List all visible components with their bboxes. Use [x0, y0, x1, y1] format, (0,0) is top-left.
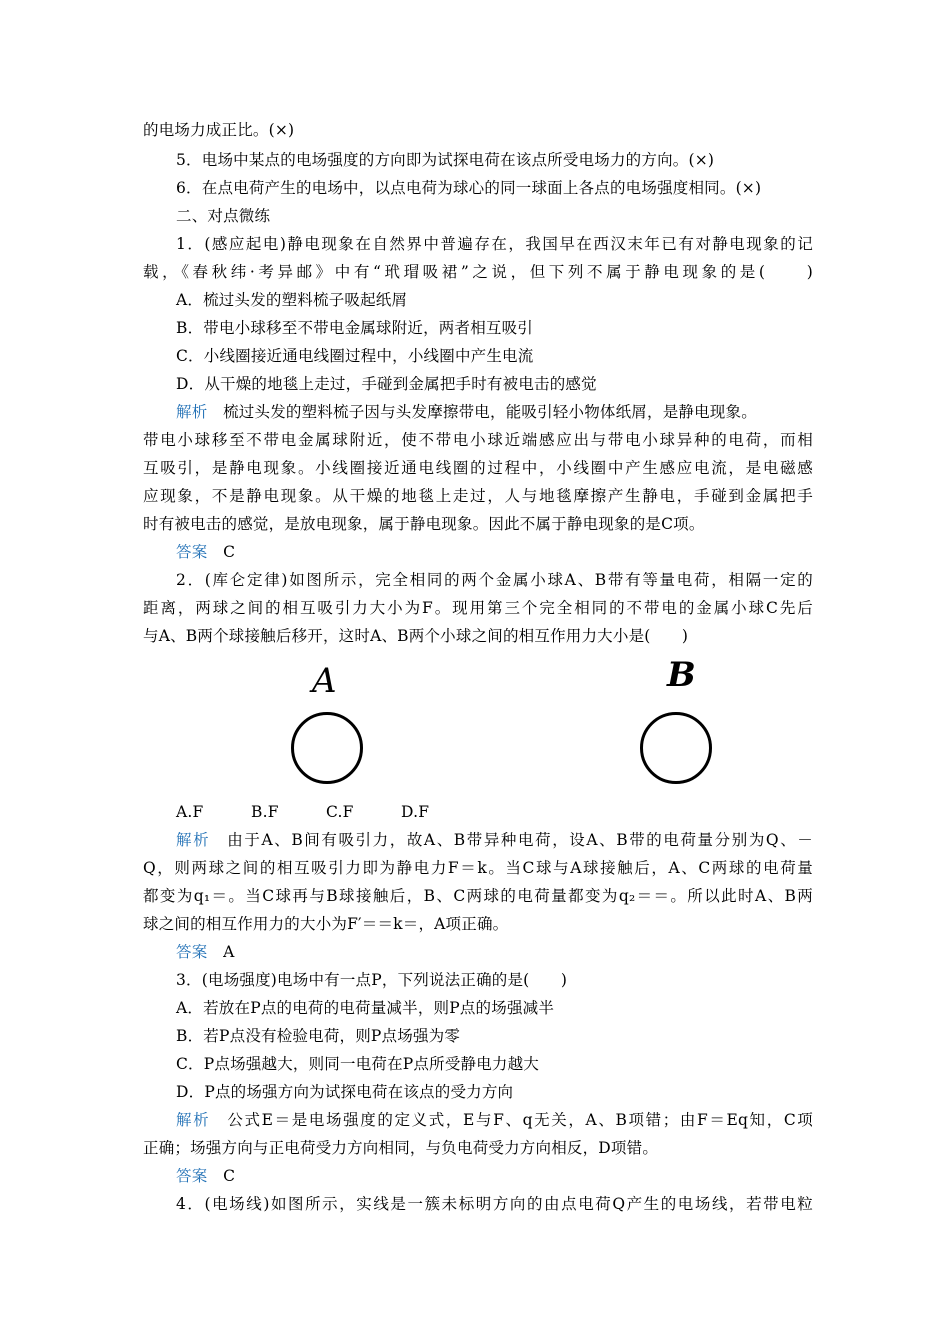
- analysis-tag: 解析: [176, 831, 211, 849]
- sphere-b: [640, 712, 712, 784]
- answer-tag: 答案: [176, 943, 208, 961]
- analysis-tag: 解析: [176, 403, 208, 421]
- analysis-line: 应现象，不是静电现象。从干燥的地毯上走过，人与地毯摩擦产生静电，手碰到金属把手: [143, 487, 813, 505]
- option-c: C．小线圈接近通电线圈过程中，小线圈中产生电流: [176, 347, 534, 365]
- text-line: 5．电场中某点的电场强度的方向即为试探电荷在该点所受电场力的方向。(×): [176, 151, 715, 169]
- analysis-line: 球之间的相互作用力的大小为F′＝＝k＝，A项正确。: [143, 915, 509, 933]
- question-stem: 与A、B两个球接触后移开，这时A、B两个小球之间的相互作用力大小是( ): [143, 627, 689, 645]
- answer-value: C: [207, 543, 236, 561]
- answer-value: A: [207, 943, 235, 961]
- options-row: [176, 802, 813, 822]
- analysis-line: [176, 402, 813, 422]
- question-stem: 2．(库仑定律)如图所示，完全相同的两个金属小球A、B带有等量电荷，相隔一定的: [176, 571, 813, 589]
- option-d: D．P点的场强方向为试探电荷在该点的受力方向: [176, 1083, 514, 1101]
- option-b: B.F: [251, 803, 279, 821]
- analysis-text: 由于A、B间有吸引力，故A、B带异种电荷，设A、B带的电荷量分别为Q、－: [210, 831, 813, 849]
- option-b: B．带电小球移至不带电金属球附近，两者相互吸引: [176, 319, 533, 337]
- answer-tag: 答案: [176, 1167, 208, 1185]
- answer-line: [176, 942, 813, 962]
- option-d: D.F: [401, 803, 430, 821]
- question-stem: 3．(电场强度)电场中有一点P，下列说法正确的是( ): [176, 971, 568, 989]
- sphere-a: [291, 712, 363, 784]
- option-b: B．若P点没有检验电荷，则P点场强为零: [176, 1027, 461, 1045]
- answer-value: C: [207, 1167, 236, 1185]
- question-stem: 距离，两球之间的相互吸引力大小为F。现用第三个完全相同的不带电的金属小球C先后: [143, 599, 813, 617]
- answer-line: [176, 542, 813, 562]
- answer-tag: 答案: [176, 543, 208, 561]
- analysis-text: 公式E＝是电场强度的定义式，E与F、q无关，A、B项错；由F＝Eq知，C项: [210, 1111, 814, 1129]
- text-line: 的电场力成正比。(×): [143, 121, 295, 139]
- option-a: A．梳过头发的塑料梳子吸起纸屑: [176, 291, 408, 309]
- option-c: C．P点场强越大，则同一电荷在P点所受静电力越大: [176, 1055, 540, 1073]
- question-stem: 4．(电场线)如图所示，实线是一簇未标明方向的由点电荷Q产生的电场线，若带电粒: [176, 1195, 813, 1213]
- analysis-tag: 解析: [176, 1111, 211, 1129]
- analysis-line: 正确；场强方向与正电荷受力方向相同，与负电荷受力方向相反，D项错。: [143, 1139, 659, 1157]
- option-d: D．从干燥的地毯上走过，手碰到金属把手时有被电击的感觉: [176, 375, 597, 393]
- analysis-line: [176, 1110, 813, 1130]
- answer-line: [176, 1166, 813, 1186]
- question-stem: 1．(感应起电)静电现象在自然界中普遍存在，我国早在西汉末年已有对静电现象的记: [176, 235, 813, 253]
- analysis-line: Q，则两球之间的相互吸引力即为静电力F＝k。当C球与A球接触后，A、C两球的电荷量: [143, 859, 813, 877]
- analysis-line: 互吸引，是静电现象。小线圈接近通电线圈的过程中，小线圈中产生感应电流，是电磁感: [143, 459, 813, 477]
- analysis-line: 时有被电击的感觉，是放电现象，属于静电现象。因此不属于静电现象的是C项。: [143, 515, 705, 533]
- sphere-b-label: B: [667, 655, 696, 695]
- analysis-line: 带电小球移至不带电金属球附近，使不带电小球近端感应出与带电小球异种的电荷，而相: [143, 431, 813, 449]
- question-stem: 载，《春秋纬·考异邮》中有“玳瑁吸裙”之说，但下列不属于静电现象的是( ): [143, 263, 813, 281]
- analysis-line: [176, 830, 813, 850]
- analysis-line: 都变为q₁＝。当C球再与B球接触后，B、C两球的电荷量都变为q₂＝＝。所以此时A、B两: [143, 887, 813, 905]
- option-a: A．若放在P点的电荷的电荷量减半，则P点的场强减半: [176, 999, 555, 1017]
- sphere-a-label: A: [312, 661, 337, 701]
- option-c: C.F: [326, 803, 354, 821]
- analysis-text: 梳过头发的塑料梳子因与头发摩擦带电，能吸引轻小物体纸屑，是静电现象。: [207, 403, 757, 421]
- section-heading: 二、对点微练: [176, 207, 271, 225]
- option-a: A.F: [176, 803, 204, 821]
- text-line: 6．在点电荷产生的电场中，以点电荷为球心的同一球面上各点的电场强度相同。(×): [176, 179, 762, 197]
